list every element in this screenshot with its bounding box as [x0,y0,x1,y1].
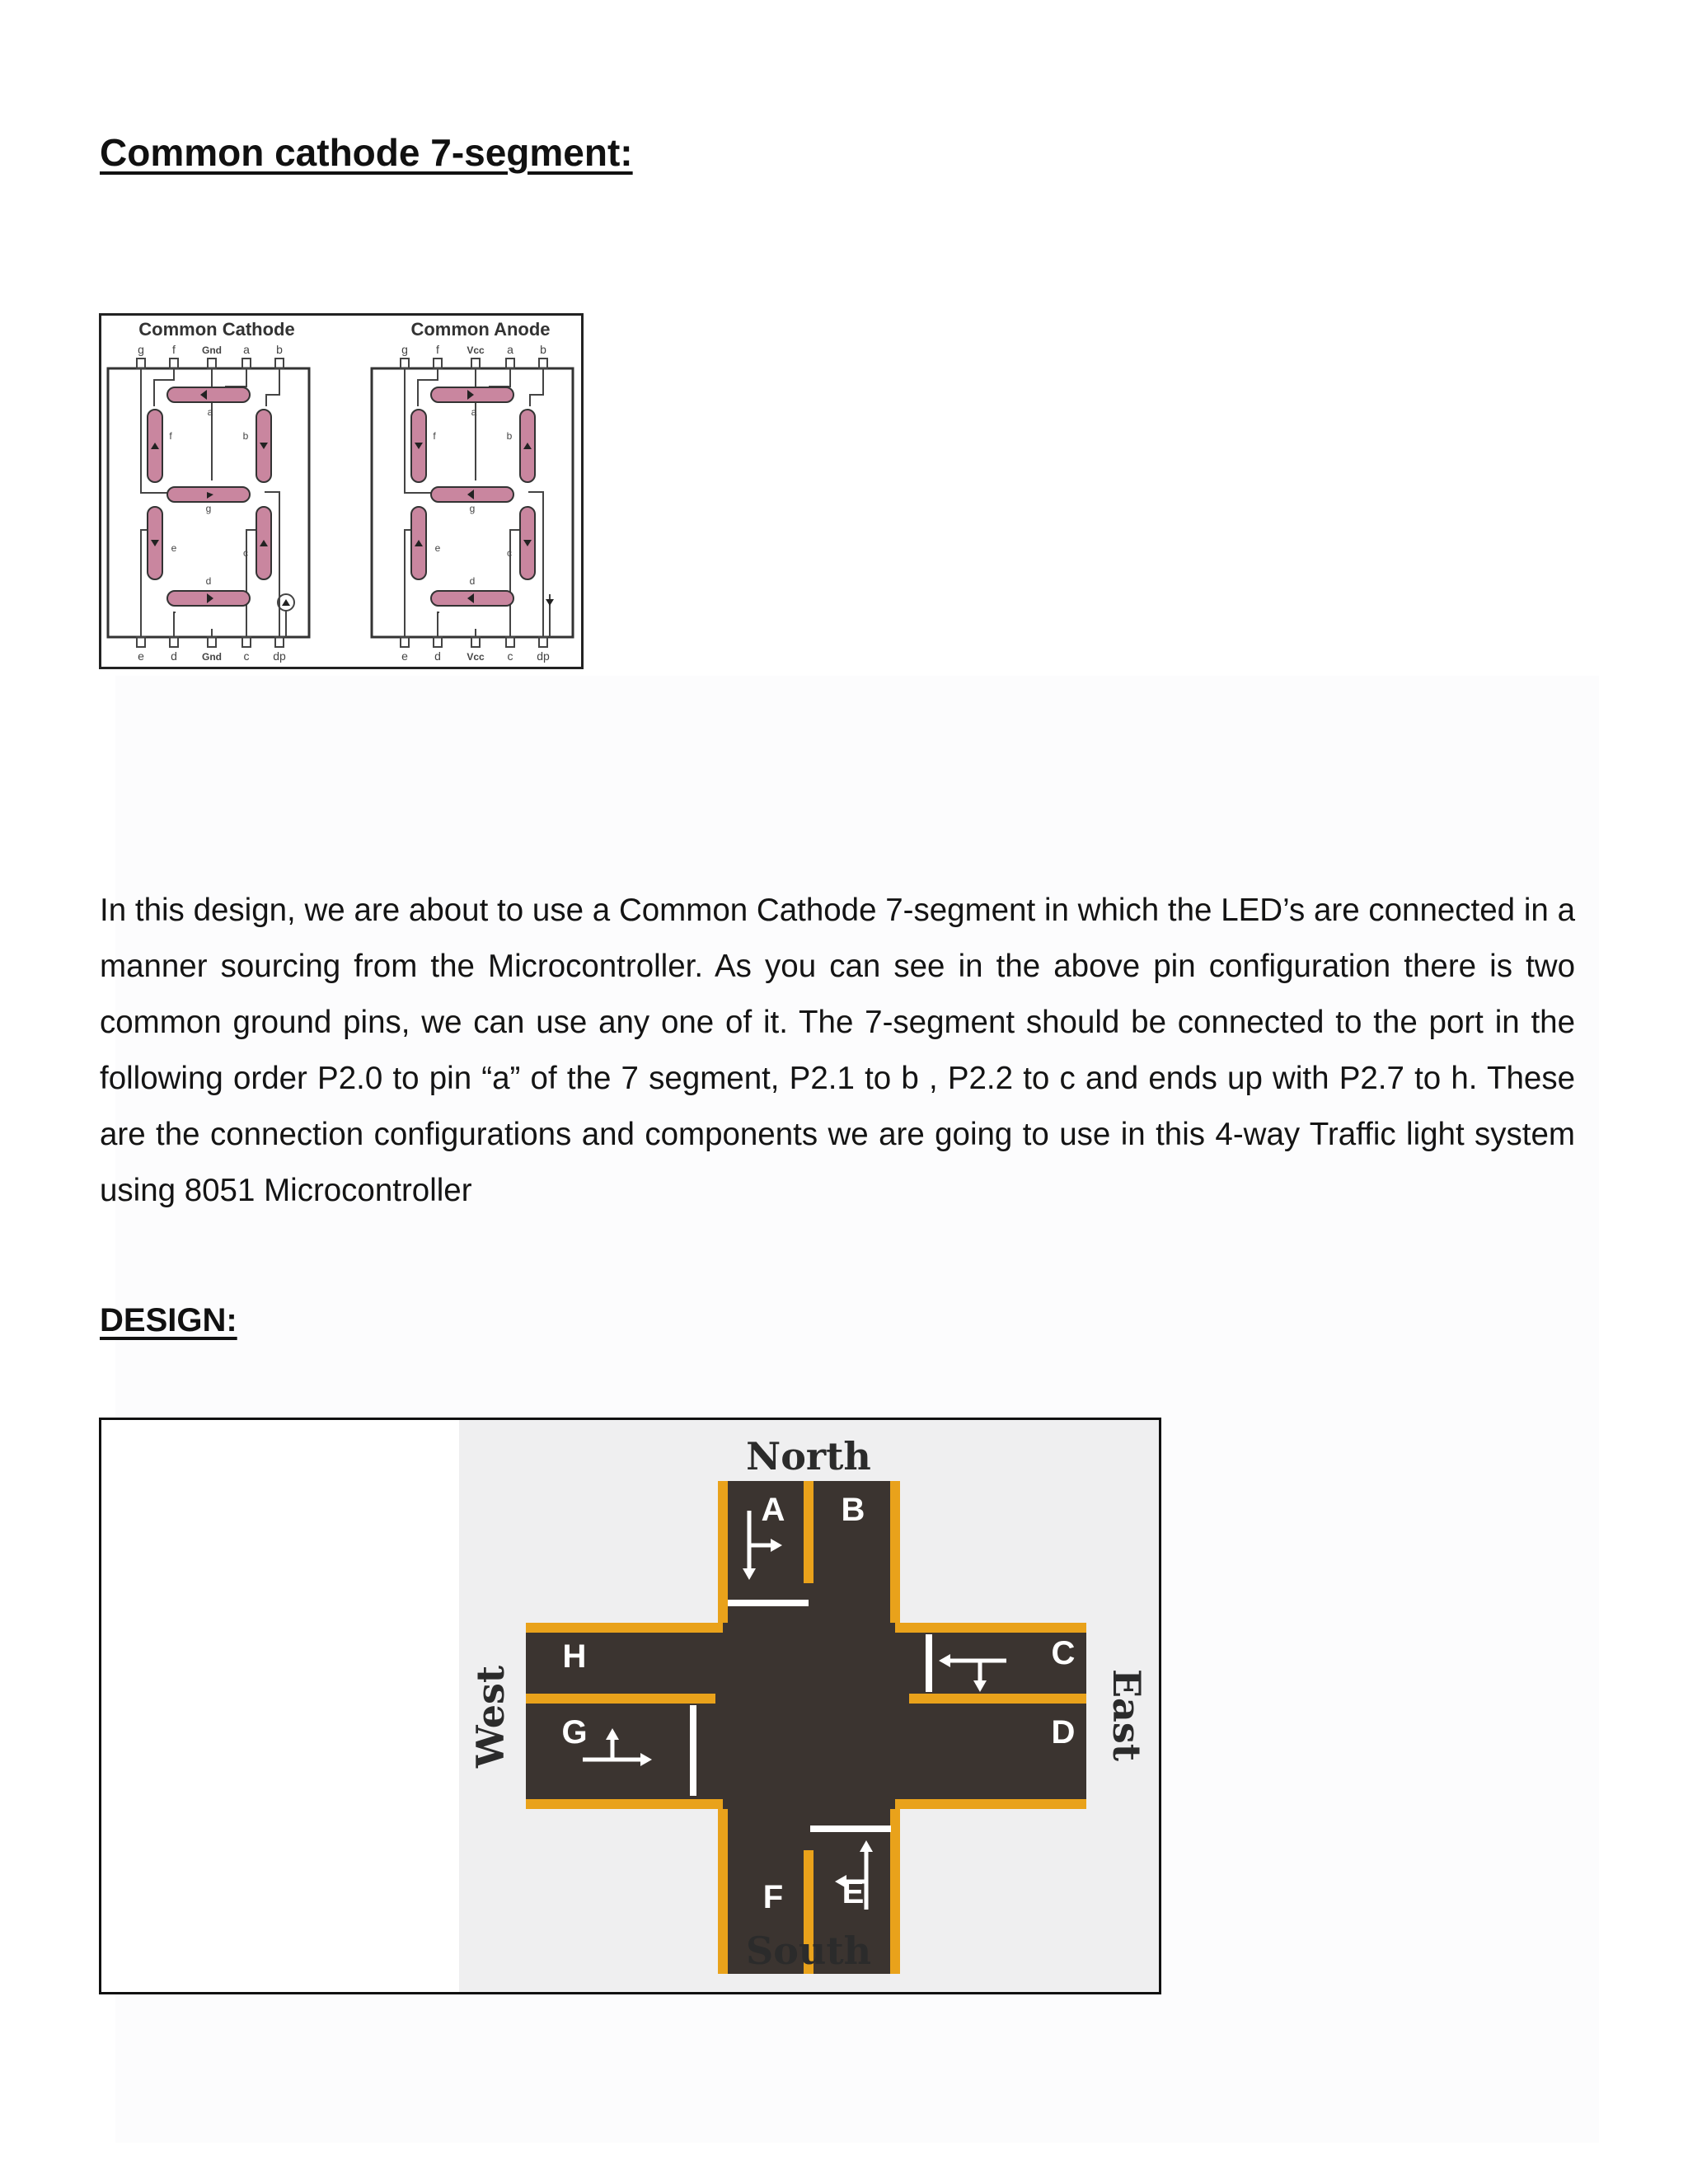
direction-east: East [1104,1668,1149,1762]
cathode-top-pin-g: g [138,343,144,356]
anode-label-f: f [433,430,436,442]
lane-label-d: D [1051,1714,1076,1750]
anode-bottom-pin-dp: dp [537,649,550,663]
road-east-west [526,1623,1086,1809]
anode-bottom-pin-e: e [401,649,408,663]
direction-north: North [746,1434,871,1479]
anode-top-pin-b: b [540,343,546,356]
cathode-top-pin-b: b [276,343,283,356]
anode-label-a: a [471,406,477,418]
section-heading-design: DESIGN: [100,1302,237,1338]
cathode-label-c: c [243,547,248,559]
intersection-figure [99,1418,1161,1994]
cathode-label-g: g [205,503,212,514]
anode-label-e: e [434,542,441,554]
anode-label-c: c [507,547,512,559]
cathode-segment-a [167,387,250,402]
lane-label-c: C [1051,1635,1076,1671]
cathode-top-pin-gnd: Gnd [202,344,222,356]
anode-bottom-pin-vcc: Vcc [467,651,485,663]
direction-south: South [745,1929,872,1973]
seven-segment-figure [99,313,584,669]
cathode-bottom-pin-e: e [138,649,144,663]
cathode-top-pin-f: f [172,343,176,356]
anode-bottom-pin-c: c [507,649,513,663]
anode-top-pin-f: f [436,343,439,356]
lane-label-g: G [561,1714,588,1750]
anode-label-b: b [506,430,513,442]
anode-label-g: g [469,503,476,514]
anode-top-pin-a: a [507,343,513,356]
cathode-label-e: e [171,542,177,554]
cathode-bottom-pin-gnd: Gnd [202,651,222,663]
lane-label-a: A [761,1492,785,1528]
cathode-label-f: f [169,430,172,442]
cathode-label-b: b [242,430,249,442]
cathode-title: Common Cathode [138,319,295,340]
intersection-diagram [101,1420,1159,1992]
cathode-label-a: a [207,406,213,418]
anode-top-pin-vcc: Vcc [467,344,485,356]
cathode-display [108,319,309,663]
direction-west: West [468,1665,513,1769]
body-paragraph: In this design, we are about to use a Common Cathode 7-segment in which the LED’s are connected in a manner sourcing from the Microcontroller. As you can see in the above pin configuration there is two common ground pins, we can use any one of it. The 7-segment should be connected to the port in the following order P2.0 to pin “a” of the 7 segment, P2.1 to b , P2.2 to c and ends up with P2.7 to h. These are the connection configurations and components we are going to use in this 4-way Traffic light system using 8051 Microcontroller [100,892,1575,1208]
anode-title: Common Anode [410,319,551,340]
section-heading-7-segment: Common cathode 7-segment: [100,131,633,174]
cathode-bottom-pin-c: c [243,649,250,663]
lane-label-b: B [841,1492,865,1528]
cathode-bottom-pin-dp: dp [273,649,286,663]
cathode-bottom-pin-d: d [171,649,177,663]
lane-label-e: E [842,1874,865,1910]
seven-segment-diagram [101,316,581,667]
cathode-label-d: d [205,575,212,587]
anode-top-pin-g: g [401,343,408,356]
anode-label-d: d [469,575,476,587]
lane-label-h: H [562,1638,587,1675]
lane-label-f: F [762,1879,784,1915]
anode-display [372,319,573,663]
cathode-top-pin-a: a [243,343,250,356]
anode-bottom-pin-d: d [434,649,441,663]
